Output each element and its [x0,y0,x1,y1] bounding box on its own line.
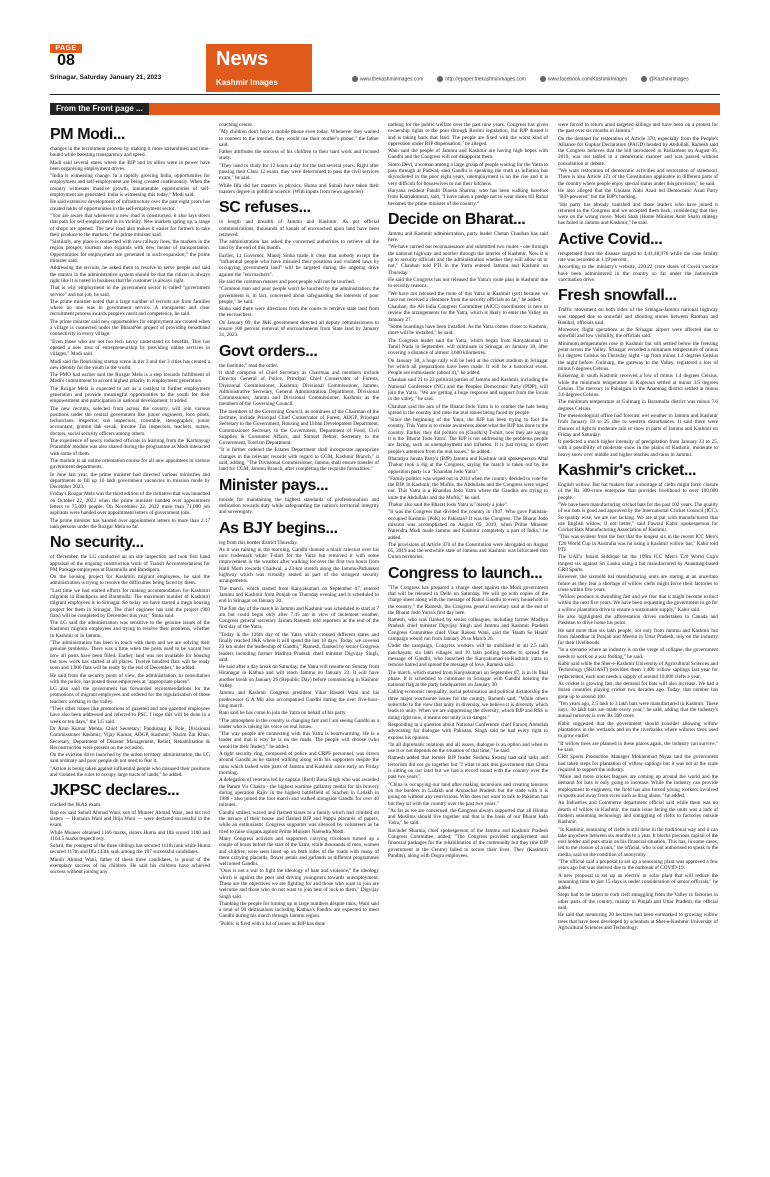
article-paragraph: Bharatiya Janata Party's (BJP) Jammu and Kashmir unit spokesperson Altaf Thakur took a dig at the Congress, saying the march is taken out by the opposition party is a "Khandan Jodo Yatra". [388,455,548,475]
article-paragraph: On the demand for restoration of Article 370, especially from the People's Alliance for Gupkar Declaration (PAGD) headed by Abdullah, Ramesh said the Congress believes that the bill introduced in Parliament on August 05, 2019, was not tabled in a democratic manner and was passed without consultation or debate. [558,135,718,167]
facebook-icon [540,76,546,82]
article-headline: Decide on Bharat... [388,210,526,228]
twitter-link[interactable]: @Kashmirimages [641,76,689,82]
article-paragraph: That is why employment in the government sector is called "government service" and not job, he said. [50,285,210,298]
article-paragraph: "Common man and poor people won't be touched by the administration; the government is, in fact, concerned about safeguarding the interests of poor people," he said. [219,286,379,305]
article-paragraph: Kokernag in south Kashmir received a low of minus 1.4 degrees Celsius, while the minimum temperature in Kupwara settled at minus 3.5 degrees Celsius. The mercury in Pahalgam in the Anantnag district settled at minus 3.6 degrees Celsius. [558,373,718,399]
masthead-rule [50,94,720,95]
article-paragraph: Modi said the flourishing startup scene in tier 2 and tier 3 cities has created a new identity for the youth in the world. [50,358,210,371]
article-paragraph: Thakur also said the Bharat Jodo Yatra is "merely a joke". [388,502,509,509]
article-paragraph: "They used to study for 12 hours a day for the last several years. Right after passing their Class 12 exam, they were determined to pass the civil services exam," he said. [219,162,379,182]
article-paragraph: The meteorological office had forecast wet weather in Jammu and Kashmir from January 18 to 25 due to western disturbances. It said there were chances of light to moderate rain or snow in parts of Jammu and Kashmir on Friday and Saturday. [558,412,718,438]
epaper-link[interactable]: http://epaper.thekashmirimages.com [437,76,526,82]
article-paragraph: "Ours is not a war to fight the ideology of hate and violence," the ideology which is against the poor and driving youngsters towards unemployment. These are the objectives we are fighting for and those who want to join are welcome and those who do not want to join best of luck to them," Digvijay Singh said. [219,868,379,900]
article-headline: Active Covid... [558,230,663,248]
article-headline: Congress to launch... [388,564,543,582]
twitter-icon [641,76,647,82]
article-paragraph: The module is an online orientation course for all new appointees in various government departments. [50,457,210,471]
article-paragraph: Responding to a question about National Conference chief Farooq Abdullah advocating for dialogue with Pakistan, Singh said he had every right to express his opinion. [388,721,548,741]
globe-icon [352,76,358,82]
website-link[interactable]: www.thekashmirimages.com [352,76,423,82]
article-paragraph: "Since the beginning of the Yatra, the BJP has been trying to fool the country. This Yatra is to create awareness about what the BJP has done to the country. Earlier, they did politics on (Gandhi's) T-shirt, now they are saying it is the 'Bharat Todo Yatra'. The BJP is not addressing the problems people are facing, such as unemployment and inflation. It is just trying to divert people's attention from the real issues," he added. [388,417,548,455]
article-paragraph: Rani said he has come to join the Yatra on behalf of his party. [219,710,347,717]
article-paragraph: "Action is being taken against influential people who misused their positions and violated the rules to occupy large tracts of lands," he added. [50,765,210,779]
article-paragraph: "We have carried out reconnaissance and submitted two routes - one through the national highway and another through the interior of Kashmir. Now it is up to security officials and the administration whether they will allow us or not," Chauhan told PTI in the Yatra entered Jammu and Kashmir on Thursday. [388,244,548,276]
article-paragraph: In June last year, the prime minister had directed various ministries and departments to fill up 10 lakh government vacancies in mission mode by December 2023. [50,471,210,491]
article-paragraph: While Muneer obtained 1166 marks, sisters Huma and Ilfa scored 1160 and 1164.5 marks respectively. [50,829,210,842]
article-paragraph: Simro Devi, a woman among a large group of people waiting for the Yatra to pass through at Padwal, said Gandhi is speaking the truth as inflation has skyrocketed in the poor eight years, unemployment is on the rise and it is very difficult for housewives to run their kitchens. [388,161,548,187]
article-paragraph: Father attributes the success of his children to their hard work and focused study. [219,149,379,162]
article-paragraph: He said that measuring 20 hectares had been earmarked to growing willow trees that have been developed by scientists at Sher-e-Kashmir University of Agricultural Sciences and Technology. [558,912,718,931]
article-paragraph: While Ilfa did her masters in physics, Huma and Suhail have taken their masters degree in political science. (With inputs from news agencies) [219,182,379,195]
article-paragraph: He said from the security point of view, the administration, in consultation with the police, has posted these employees at "appropriate places". [50,672,210,685]
article-paragraph: recuperated from the disease surged to 4,41,48,976 while the case fatality rate was recorded at 1.19 percent. [558,250,718,264]
article-paragraph: "You are aware that whenever a new road is constructed, it also lays down that path for self-employment in its vicinity. New markets spring up, a range of shops are opened. The new road also makes it easier for farmers to take their produce to the markets," the prime minister said. [50,212,210,238]
article-paragraph: "The way people are connecting with this Yatra is heartwarming. He is a leader and that is why he is on the roads. The people will choose (who would be their leader)," he added. [219,731,379,750]
article-paragraph: He said extensive development of infrastructure over the past eight years has created lakhs of opportunities in the self-employment sector. [50,199,210,212]
article-paragraph: The members of the Governing Council, as nominees of the Chairman of the Institute, include Principal Chief Conservator of Forest, ADGP, Principal Secretary to the Government, Housing and Urban Development Department, Commissioner Secretary to the Government, Department of Food, Civil Supplies & Consumer Affairs, and Samuel Rehter, Secretary to the Government, Tourism Department. [219,408,379,447]
article-paragraph: "Willow produce is dwindling fast and we fear that it might become extinct within the next five years. We have been requesting the government to go for a willow plantation drive to ensure a sustainable supply," Kabir said. [558,594,718,613]
column-2 [219,122,379,1152]
article-paragraph: "India is witnessing change. In a rapidly growing India, opportunities for employment and self-employment are being created continuously. When the country witnesses massive growth, innumerable opportunities of self-employment are generated. India is witnessing this today," Modi said. [50,173,210,199]
article-paragraph: leg from this border district Thursday. [219,539,298,546]
article-paragraph: On the eviction drive launched by the union territory administration, the LG said ordinary and poor people do not need to fear it. [50,752,210,765]
article-paragraph: The experience of newly inducted officials in learning from the 'Karmayogi Prarambh' module was also shared during the programme as Modi interacted with some of them. [50,438,210,457]
brand-tagline: Kashmir Images [216,78,278,87]
article-paragraph: Ramesh, who was flanked by senior colleagues, including former Madhya Pradesh chief minister Digvijay Singh and Jammu and Kashmir Pradesh Congress Committee chief Vikar Rasool Wani, said the 'Haath Se Haath' campaign would run from January 26 to March 26. [388,617,548,643]
article-paragraph: "It is further ordered the Estates Department shall incorporate appropriate changes in the relevant records with regard to CGM, Kashmir Branch," it said, adding, "The Divisional Commissioner, Jammu shall ensure transfer of land for CGM, Jammu Branch, after completing the requisite formalities." [219,447,379,473]
article-paragraph: GR8 Sports Production Manager Mohammad Niyaz said the government had taken steps for plantation of willow saplings but it was not at the scale required to support the industry. [558,754,718,773]
article-paragraph: coaching centre. [219,122,253,128]
article-paragraph: Kabir suggested that the government should consider allowing willow plantations in the wetlands and on the riverbanks where willows trees used to grow earlier. [558,720,718,740]
article-paragraph: The march, which started from Kanyakumari on September 07, is in its final phase. It is scheduled to culminate in Srinagar with Gandhi hoisting the national flag at the party headquarters on January 30. [388,669,548,689]
article-headline: SC refuses... [219,199,311,217]
article-paragraph: According to the ministry's website, 220.22 crore doses of Covid vaccine have been administered in the country so far under the nationwide vaccination drive. [558,264,718,283]
article-paragraph: "If willow trees are planned in these places again, the industry can survive," he said. [558,740,718,753]
article-paragraph: Earlier, Lt Governor, Manoj Sinha made it clear that nobody except the "influential people who have misused their positions and violated laws by occupying government land" will be targeted during the ongoing drive against the "encroachers". [219,252,379,278]
article-paragraph: "The Congress has prepared a charge sheet against the Modi government that will be released in Delhi on Saturday. We will go with copies of the charge sheet along with the message of Rahul Gandhi to every household in the country," the Ramesh, the Congress general secretary said at the end of the Bharat Jodo Yatra's first day here. [388,584,548,616]
page-label: PAGE [50,44,82,53]
article-paragraph: The PMO had earlier said the Rozgar Mela is a step towards fulfillment of Modi's commitment to accord highest priority to employment generation. [50,372,210,385]
article-paragraph: "Public is fired with a lot of issues as BJP has done [219,920,326,927]
article-paragraph: He said after a day break on Saturday, the Yatra will resume on Sunday from Hiranagar in Kathua and will reach Jammu on January 23. It will have another break on January 26 (Republic Day) before commencing in Kashmir Valley. [219,664,379,690]
article-headline: Minister pays... [219,476,329,494]
article-paragraph: changes in the recruitment process by making it more streamlined and time-bound while boosting transparency and speed. [50,146,210,159]
article-paragraph: Under the campaign, Congress workers will be mobilised in all 2.5 lakh panchayats, six lakh villages and 10 lakh polling booths to spread the message of Gandhi, who launched the Kanyakumari-to-Kashmir yatra to remove hatred and spread the message of love, Ramesh said. [388,643,548,669]
article-paragraph: Jammu and Kashmir administration, party leader Chetan Chauhan has said here. [388,230,548,244]
article-headline: JKPSC declares... [50,782,180,800]
article-paragraph: The UAE's Junaid Siddique hit the 109m ICC Men's T20 World Cup's longest six against Sri Lanka using a bat manufactured by Anantnag-based GR8 Sports. [558,554,718,573]
article-paragraph: Haryana resident Pandit Dinesh Sharma, who has been walking barefoot from Kanyakumari, said, "I have taken a pledge not to wear shoes till Rahul becomes the prime minister of the country." [388,187,548,207]
article-paragraph: The administration has asked the concerned authorities to retrieve all the land by the end of this month. [219,239,379,252]
article-paragraph: "In a scenario where an industry is on the verge of collapse, the government needs to work on a war footing," he said. [558,647,718,660]
article-paragraph: The prime minister said new opportunities for employment are created when a village is connected under the BharatNet project of providing broadband connectivity in every village. [50,318,210,338]
article-paragraph: The prime minister has handed over appointment letters to more than 2.17 lakh persons under the Rozgar Mela so far. [50,517,210,530]
article-paragraph: He said more than six lakh people, not only from Jammu and Kashmir but from Jalandhar in Punjab and Meerut in Uttar Pradesh, rely on the industry for their livelihoods. [558,627,718,647]
article-paragraph: English willow. But bat makers fear a shortage of clefts might force closure of the Rs 300-crore enterprise that provides livelihood to over 100,000 people. [558,482,718,501]
facebook-link[interactable]: www.facebook.com/KashmirImages [540,76,627,82]
article-paragraph: The Rozgar Mela is expected to act as a catalyst in further employment generation and provide meaningful opportunities to the youth for their empowerment and participation in national development, it added. [50,385,210,405]
article-paragraph: The first day of the march in Jammu and Kashmir was scheduled to start at 7 am but could begin only after 7.45 am in view of inclement weather, Congress general secretary Jairam Ramesh told reporters at the end of the first day of the Yatra. [219,605,379,631]
article-paragraph: "My children don't have a mobile phone even today. Whenever they wanted to connect to the internet, they would use their mother's phone," the father said. [219,129,379,148]
article-paragraph: "Family politics was wiped out in 2014 when the country decided to vote for the BJP. In Kashmir, the Muftis, the Abdullahs and the Congress were wiped out. This Yatra is a Khandan Jodo Yatra where the Gandhis are trying to unite the Abdullahs and the Muftis," he said. [388,475,548,501]
article-paragraph: "Even those who are not too tech savvy understand its benefits. This has opened a new area of entrepreneurship by providing online services in villages," Modi said. [50,338,210,358]
column-3 [388,122,548,1152]
column-1 [50,122,210,1152]
article-paragraph: On January 09, the J&K government directed all deputy commissioners to ensure 100 percent removal of encroachments from State land by January 31, 2023. [219,319,379,339]
article-paragraph: As cricket is growing fast, the demand for bats will also increase. We had a dozen countries playing cricket two decades ago. Today, that number has gone up to around 100. [558,680,718,700]
article-paragraph: "In Kashmir, seasoning of clefts is still done in the traditional way and it can take anywhere between six months to a year. It blocks precious capital of the unit holder and puts strain on his financial situation. This has, in some cases, led to the closure of a unit," the official, who is not authorised to speak to the media, said on the condition of anonymity. [558,826,718,858]
article-headline: Govt orders... [219,342,318,360]
masthead [0,0,770,92]
article-paragraph: Kabir said while the Sher-e-Kashmir University of Agricultural Sciences and Technology (SKUAST) provided them 1,400 willow saplings last year for replacement, each unit needs a supply of around 10,000 clefts a year. [558,661,718,680]
article-paragraph: A tight security ring, composed of police and CRPF personnel, was drawn around Gandhi as he started walking along with his supporters despite the rains which lashed wide parts of Jammu and Kashmir since early on Friday morning. [219,751,379,776]
news-brand-block [206,44,312,92]
article-paragraph: On January 30, a huge rally will be held at the cricket stadium in Srinagar for which all preparations have been made. It will be a historical event. People are enthusiastic (about it)," he added. [388,357,548,377]
article-paragraph: Traffic movement on both sides of the Srinagar-Jammu national highway was stopped due to snowfall and shooting stones between Ramban and Banihal, officials said. [558,307,718,326]
article-paragraph: of December, the LG conducted an on site inspection and took first hand appraisal of the ongoing construction work of Transit Accommodations for PM Package employees at Baramulla and Bandipora. [50,554,210,573]
article-paragraph: Sinha said there were directions from the courts to retrieve state land from the encroachers. [219,306,379,319]
article-paragraph: Gandhi smiled, waved and flashed kisses to a family which had climbed on the terrace of their house and flashed BJP and Pappu placards of papers, while an enthusiastic Congress supporter was silenced by volunteers as he tried to raise slogans against Prime Minister Narendra Modi. [219,809,379,835]
article-paragraph: Calling economic inequality, social polarisation and political dictatorship the three major worrisome issues for the country, Ramesh said, "While others subscribe to the view that unity in diversity, we believe it is diversity which leads to unity. When we are suppressing the diversity, which BJP and RSS is doing right now, it means our unity is in danger." [388,689,548,721]
article-paragraph: He also highlighted the afforestation drives undertaken in Canada and Pakistan to drive home his point. [558,614,718,627]
article-paragraph: An Industries and Commerce department official said while there was no dearth of willow in Kashmir, the main issue facing the units was a lack of modern seasoning technology and smuggling of clefts to factories outside Kashmir. [558,800,718,826]
article-paragraph: Friday's Rozgar Mela was the third edition of the initiative that was launched on October 22, 2022 when the prime minister handed over appointment letters to 75,000 people. On November 22, 2022 more than 71,000 job aspirants were handed over appointment letters of government jobs. [50,491,210,517]
article-paragraph: Steps had to be taken to curb cleft smuggling from the Valley to factories in other parts of the country, mainly in Punjab and Uttar Pradesh, the official said. [558,892,718,912]
article-paragraph: "As far as we are concerned, the Congress always supported that all Hindus and Muslims should live together and that is the basis of our Bharat Jodo Yatra," he said. [388,807,548,827]
article-paragraph: "Their other issues like promotions of gazetted and non-gazetted employees have also been addressed and referred to PSC. I hope this will be done in a week or ten days," the LG said. [50,706,210,725]
article-paragraph: Modi said several states where the BJP and its allies were in power have been organising employment drives. [50,159,210,172]
article-paragraph: The march, which started from Kanyakumari on September 07, entered Jammu and Kashmir from Punjab on Thursday evening and is scheduled to end in Srinagar on January 30. [219,585,379,605]
article-headline: PM Modi... [50,126,126,143]
article-paragraph: A new proposal to set up an electric or solar plant that will reduce the seasoning time to just 15 days is under consideration of senior officials," he added. [558,872,718,892]
article-paragraph: It predicted a much higher intensity of precipitation from January 23 to 25, with a possibility of moderate snow in the plains of Kashmir, moderate to heavy snow over middle and higher reaches and rains in Jammu. [558,439,718,458]
article-paragraph: "Similarly, any place is connected with new railway lines, the markets in the region prosper, tourism also expands with new means of transportation. Opportunities for employment are generated in such expansion," the prime minister said. [50,239,210,265]
article-paragraph: He also alleged that the Ghulam Nabi Azad led Democratic Azad Party "B/P-powered" but the BJP's backing. [558,187,718,201]
column-4 [558,122,718,1152]
article-paragraph: were forced to return amid targeted killings and have been on a protest for the past over six months in Jammu." [558,122,718,135]
article-paragraph: Moreover, flight operations at the Srinagar airport were affected due to snowfall and low visibility, the officials said. [558,327,718,340]
article-paragraph: As it was raining in the morning, Gandhi donned a black raincoat over his now trademark white T-shirt for the Yatra but removed it with some improvement in the weather after walking for over the first two hours from Hatli Morh towards Chadwal, a 23-km stretch along the Jammu-Pathankot highway which was virtually sealed as part of the stringent security arrangements. [219,546,379,585]
article-paragraph: The new recruits, selected from across the country, will join various positions under the central government like junior engineers, loco pilots, technicians, inspector, sub inspectors, constable, stenographer, junior accountant, gramin dak sevak, Income Tax inspectors, teachers, nurses, doctors, social security officers among others. [50,405,210,437]
article-paragraph: nothing for the public welfare over the past nine years. Congress has given ownership rights to the poor through Roshni legislation, but BJP dusted it and is taking back that land. The people are fixed with the worst kind of oppression under BJP dispensation," he alleged. [388,122,548,147]
article-paragraph: in length and breadth of Jammu and Kashmir. As per official communications, thousands of kanals of encroached upon land have been retrieved. [219,219,379,238]
article-headline: As BJY begins... [219,519,338,537]
article-paragraph: "We have been manufacturing cricket bats for the past 102 years. The quality of our bats is good and approved by the International Cricket Council (ICC). So quality wise, we are not lacking. We are at par with manufacturers that use English willow, if not better," said Fawzul Kabir, spokesperson for Cricket Bats Manufacturing Association of Kashmir. [558,501,718,534]
article-paragraph: "China is occupying our land after making incursions and creating tensions on the borders in Ladakh and Arunachal Pradesh but the trade with it is going on without any restrictions. Who does not want to talk to Pakistan has but they sit with the country over the past two years." [388,781,548,807]
article-paragraph: Chauhan, the All India Congress Committee (AICC) coordinator, is here to review the arrangements for the Yatra, which is likely to enter the Valley on January 27. [388,304,548,323]
article-paragraph: However, the sixmold bat manufacturing units are staring at an uncertain future as they fear a shortage of willow clefts might force their factories to close within five years. [558,574,718,593]
article-paragraph: "Ten years ago, 2.5 lakh to 3 lakh bats were manufactured in Kashmir. These days, 30 lakh bats are made every year," he said, adding that the industry's annual turnover is over Rs 300 crore. [558,700,718,720]
section-label: From the Front page ... [50,103,149,115]
page-badge [50,44,82,69]
article-paragraph: "More and more cricket leagues are coming up around the world and the demand for bats is only going to increase. While the industry can provide employment to engineers, the field has also forced young workers involved in sports and away from vices such as drug abuse," he added. [558,774,718,800]
article-paragraph: "Some hoardings have been installed. As the Yatra comes closer to Kashmir, more will be installed," he said. [388,324,548,337]
article-paragraph: "The official said a proposal to set up a seasoning plant was approved a few years ago but was shelved due to the outbreak of COVID-19. [558,858,718,872]
article-headline: No security... [50,534,144,552]
article-paragraph: "Last time we had started efforts for making accommodation for Kashmiri migrants in Bandipora and Baramulla. The maximum number of Kashmiri migrant employees is in Srinagar. So today we have started a mega housing project for them in Srinagar. The chief engineer has said the project (960 flats) will be completed by December this year," Sinha said. [50,587,210,619]
article-paragraph: Chauhan said the aim of the Bharat Jodo Yatra is to counter the hate being spread in the country and raise the real issues being faced by people. [388,403,548,416]
article-paragraph: Many Congress activists and supporters carrying tricolours turned up a couple of hours before the start of the Yatra, while thousands of men, women and children were seen lined up on both sides of the roads with many of them carrying placards, flower petals and garlands as different programmes welcomed Gandhi. [219,835,379,868]
article-paragraph: Muniir Ahmad Wani, father of these three candidates, is proud of the exemplary success of his children. He said his children have achieved success without joining any [50,856,210,876]
article-paragraph: The Congress leader said the Yatra, which began from Kanyakumari in Tamil Nadu in September, will culminate in Srinagar on January 30, after covering a distance of almost 3,600 kilometres. [388,337,548,357]
article-paragraph: He said the common masses and poor people will not be touched. [219,278,355,285]
article-paragraph: He said the Congress has not released the Yatra's route plan in Kashmir due to security reasons. [388,276,548,290]
article-paragraph: "We want restoration of democratic activities and restoration of statehood. There is also Article 371 of the Constitution applicable in different parts of the country where people enjoy special status under this provision," he said. [558,168,718,187]
article-paragraph: "In all diplomatic relations and all issues, dialogue is an option and when to use it or not depends on the situation of that time," he said. [388,741,548,755]
article-paragraph: A delegation of veterans led by captain (Retd) Bana Singh who was awarded the Param Vir Chakra - the highest wartime gallantry medal for his bravery during operation Rajiv in the highest battlefield of Siachen in Ladakh in 1988 - also joined the foot march and walked alongside Gandhi for over 40 minutes. [219,777,379,809]
section-bar [50,103,720,115]
article-headline: Fresh snowfall... [558,287,677,305]
brand-title: News [216,48,269,70]
article-paragraph: Addressing the recruits, he asked them to resolve to serve people and said the mantra in the administrative system should be that the citizen is always right like it is noted in business that the customer is always right. [50,265,210,284]
globe-icon [437,76,443,82]
article-paragraph: "This was evident from the fact that the longest six in the recent ICC Men's T20 World Cup in Australia was hit using a Kashmir willow bat," Kabir told PTI. [558,534,718,554]
article-paragraph: "We have not released the route of this Yatra in Kashmir (yet) because we have not received a clearance from the security officials so far," he added. [388,290,548,303]
article-paragraph: Thanking the people for turning up in large numbers despite rains, Wani said a total of 90 destinations including Kathua's Pandits are expected to meet Gandhi during his march through Jammu region. [219,900,379,920]
article-paragraph: "It was the Congress that divided the country in 1947. Who gave Pakistan-occupied Kashmir (PoK) to Pakistan? It was the Congress. The Bharat Jodo mission was accomplished on August 05, 2019, when Prime Minister Narendra Modi made Jammu and Kashmir completely a part of India," he added. [388,509,548,541]
article-paragraph: It shall comprise of Chief Secretary as Chairman and members include Director General of Police, Principal Chief Conservator of Forests, Divisional Commissioner, Kashmir, Divisional Commissioner, Jammu, Administrative Secretary, General Administration Department, Divisional Commissioner, Jammu and Divisional Commissioner, Kashmir as the members of the Governing Council. [219,369,379,408]
page-number: 08 [57,52,75,69]
masthead-links [352,76,689,82]
article-paragraph: Rop ers said Suhail Ahmad Wani, son of Muneer Ahmad Wani, and his two sisters — Humaira Wani and Iltija Wani — were declared successful in the exam. [50,809,210,829]
article-headline: Kashmir's cricket... [558,462,697,480]
article-paragraph: The prime minister noted that a large number of recruits are from families where no one was in government service. A transparent and clear recruitment process awards people's merit and competence, he said. [50,298,210,318]
article-paragraph: Suhail, the youngest of the three siblings has secured 111th rank while Huma secured 117th and Ilfa 143th rank among the 107 successful candidates. [50,843,210,856]
date-line: Srinagar, Saturday January 21, 2023 [50,74,162,81]
article-paragraph: Ramesh added that former BJP leader Sushma Swaraj had said talks and terrorism did not go together but "I want to ask this government that China is sitting on our land but we had a record round with the country over the past two years". [388,755,548,781]
article-paragraph: "Today is the 126th day of the Yatra which crossed different states and finally reached J&K where it will spend the last 10 days. Today, we covered 23 km under the leadership of Gandhi," Ramesh, flanked by senior Congress leaders including former Madhya Pradesh chief minister Digvijay Singh, said. [219,631,379,663]
article-paragraph: "His party has already vanished and those leaders who have joined it returned to the Congress and we accepted them back, considering that they were on the wrong move. Modi Shah (Home Minister Amit Shah) strategy has failed in Jammu and Kashmir," he said. [558,201,718,227]
article-paragraph: morale for maintaining the highest standards of professionalism and dedication towards duty while safeguarding the nation's territorial integrity and sovereignty. [219,496,379,516]
article-paragraph: Minimum temperatures rose in Kashmir but still settled below the freezing point across the Valley. Srinagar recorded a minimum temperature of minus 0.1 degrees Celsius on Thursday night - up from minus 1.4 degrees Celsius the night before. Gulmarg, the gateway to the Valley, registered a low of minus 6 degrees Celsius. [558,340,718,372]
article-paragraph: Ravinder Sharma, chief spokesperson of the Jammu and Kashmir Pradesh Congress Committee, added, "The Congress provided employment and financial packages for the rehabilitation of the community but they (the BJP government at the Centre) failed to secure their lives. They (Kashmiri Pandits), along with Dogra employees, [388,827,548,859]
article-paragraph: The minimum temperature at Gulmarg in Baramulla district was minus 7.6 degrees Celsius. [558,399,718,412]
article-paragraph: On the housing project for Kashmiri migrant employees, he said the administration is trying to resolve the difficulties being faced by them. [50,574,210,587]
article-paragraph: cracked the JKAS exam. [50,802,102,809]
article-paragraph: The LG said the administration was sensitive to the genuine issues of the Kashmiri migrant employees and trying to resolve their problems, whether in Kashmir or in Jammu. [50,620,210,639]
article-paragraph: Chauhan said 21 to 23 political parties of Jammu and Kashmir, including the National Conference (NC) and the Peoples Democratic Party (PDP), will join the Yatra. "We are getting a huge response and support from the locals in the valley," he said. [388,377,548,403]
article-paragraph: Jammu and Kashmir Congress president Vikar Rasool Wani and his predecessor G A Mir also accompanied Gandhi during the over five-hour-long march. [219,690,379,709]
article-paragraph: "The administration has been in touch with them and we are solving their genuine problems. There was a time when the posts used to be vacant but now all posts have been filled. Earlier, land was not available for housing but now work has started at all places. Twelve hundred flats will be ready soon and 1,000 flats will be ready by the end of December," he added. [50,640,210,672]
article-paragraph: Wani said the people of Jammu and Kashmir are having high hopes with Gandhi and the Congress will not disappoint them. [388,148,548,161]
article-paragraph: "The atmosphere in the country is changing fast and I am seeing Gandhi as a leader who is raising his voice on real issues. [219,717,379,730]
article-paragraph: Dr Arun Kumar Mehta, Chief Secretary; Pandurang K Pole, Divisional Commissioner Kashmir; Vijay Kumar, ADGP, Kashmir; Nazim Zai Khan, Secretary, Department of Disaster Management, Relief, Rehabilitation & Reconstruction were present on the occasion. [50,725,210,751]
article-paragraph: the Institute," read the order. [219,362,279,369]
article-paragraph: LG also said the government has forwarded recommendations for the promotions of migrant employees and ordered for the regularisation of those teachers working in the valley. [50,686,210,705]
article-paragraph: The provisions of Article 370 of the Constitution were abrogated on August 05, 2019 and the erstwhile state of Jammu and Kashmir was bifurcated into Union territories. [388,541,548,561]
